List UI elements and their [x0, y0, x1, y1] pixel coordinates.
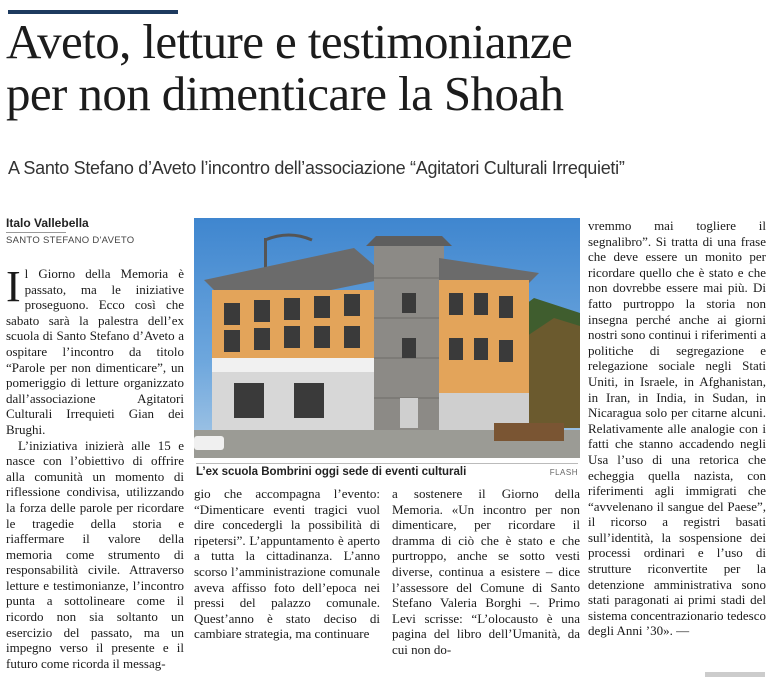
- byline: [6, 216, 186, 246]
- caption-text: L’ex scuola Bombrini oggi sede di eventi culturali: [196, 466, 467, 478]
- author-name: Italo Vallebella: [6, 216, 89, 230]
- headline-line-2-text: per non dimenticare la: [6, 66, 444, 121]
- article-photo: [194, 218, 580, 458]
- paragraph-1-text: l Giorno della Memoria è passato, ma le iniziative proseguono. Ecco così che sabato sarà la palestra dell’ex scuola di Santo Stefano d’Aveto a ospitare l’incontro da titolo “Parole per non dimenticare”, un pomeriggio di letture organizzato dall’associazione Agitatori Culturali Irrequieti Gian dei Brughi.: [6, 266, 184, 437]
- school-building-illustration: [194, 218, 580, 458]
- subheadline: A Santo Stefano d’Aveto l’incontro dell’associazione “Agitatori Culturali Irrequieti”: [8, 158, 625, 178]
- headline-line-1: Aveto, letture e testimonianze: [6, 14, 573, 69]
- paragraph-3: gio che accompagna l’evento: “Dimenticare eventi tragici vuol dire concedergli la possibilità di ripetersi”. L’appuntamento è aperto a tutta la cittadinanza. L’anno scorso l’amministrazione comunale aveva affisso foto dell’epoca nei pressi del palazzo comunale. Quest’anno è stato deciso di cambiare strategia, ma continuare: [194, 486, 380, 642]
- paragraph-4: a sostenere il Giorno della Memoria. «Un incontro per non dimenticare, per ricordare il dramma di ciò che è stato e che purtroppo, anche se sotto vesti diverse, continua a esistere – dice l’assessore del Comune di Santo Stefano Valeria Borghi –. Primo Levi scrisse: “L’olocausto è una pagina del libro dell’Umanità, da cui non do-: [392, 486, 580, 657]
- drop-cap: I: [6, 262, 21, 311]
- headline-line-2: [6, 68, 768, 120]
- article-column-2: [194, 486, 380, 642]
- dateline-location: SANTO STEFANO D'AVETO: [6, 235, 135, 246]
- byline-divider: [6, 232, 66, 233]
- article-column-1: [6, 262, 184, 671]
- article-column-4: [588, 218, 766, 639]
- article-column-3: [392, 486, 580, 658]
- paragraph-5: vremmo mai togliere il segnalibro”. Si tratta di una frase che deve essere un monito per ricordare quello che è stato e che non dovrebbe essere mai più. Di fatto purtroppo la storia non insegna perché anche ai giorni nostri sono continui i riferimenti a politiche di segregazione e relegazione sociale negli Stati Uniti, in Israele, in Afghanistan, in Iran, in India, in Sudan, in Nicaragua solo per citarne alcuni. Relativamente alle analogie con i fatti che stanno accadendo negli Usa l’uso di una retorica che echeggia quella nazista, con riferimenti agli immigrati che “avvelenano il sangue del Paese”, il ricorso a registri basati sull’identità, la sospensione dei processi ordinari e l’uso di strutture riconvertite per la detenzione amministrativa sono stati paragonati ai primi stadi del sistema concentrazionario tedesco degli Anni ’30». —: [588, 218, 766, 639]
- photo-credit: FLASH: [549, 468, 578, 477]
- footer-code-mark: [705, 672, 765, 677]
- paragraph-2: L’iniziativa inizierà alle 15 e nasce con l’obiettivo di offrire alla comunità un momento di riflessione condivisa, utilizzando la forza delle parole per ricordare le tragedie della storia e riaffermare il valore della memoria come strumento di responsabilità civile. Attraverso letture e testimonianze, l’incontro punta a sottolineare come il ricordo non sia soltanto un esercizio del passato, ma un impegno verso il presente e il futuro come ricorda il messag-: [6, 437, 184, 671]
- photo-caption: [196, 463, 578, 478]
- headline: [6, 16, 768, 120]
- paragraph-1: [6, 262, 184, 438]
- headline-keyword: Shoah: [443, 66, 564, 121]
